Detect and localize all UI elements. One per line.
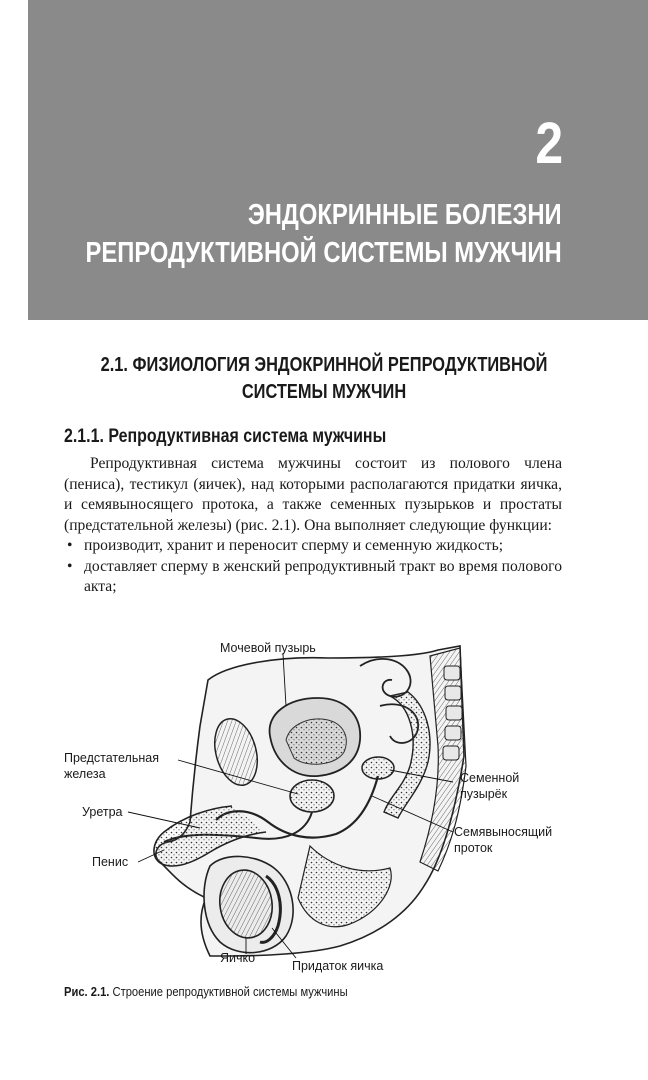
label-seminal-vesicle-line1: Семенной: [460, 771, 520, 785]
label-vas-deferens-line2: проток: [454, 841, 493, 855]
chapter-title-line2: РЕПРОДУКТИВНОЙ СИСТЕМЫ МУЖЧИН: [85, 237, 562, 269]
chapter-title-line1: ЭНДОКРИННЫЕ БОЛЕЗНИ: [248, 199, 562, 231]
chapter-number: 2: [535, 111, 562, 176]
section-title-line2: СИСТЕМЫ МУЖЧИН: [241, 381, 407, 403]
label-prostate-line2: железа: [64, 767, 106, 781]
anatomy-figure: [60, 636, 580, 976]
seminal-vesicle: [362, 757, 394, 779]
chapter-banner: [28, 0, 648, 320]
label-testicle: Яичко: [220, 951, 256, 965]
caption-text: Строение репродуктивной системы мужчины: [109, 984, 348, 999]
chapter-title: [86, 196, 562, 272]
bullet-icon: •: [67, 557, 73, 575]
label-bladder: Мочевой пузырь: [220, 641, 316, 655]
subsection-title: 2.1.1. Репродуктивная система мужчины: [64, 426, 387, 447]
list-item-text: производит, хранит и переносит сперму и семенную жидкость;: [84, 537, 504, 554]
list-item: [64, 536, 562, 557]
section-title: [0, 352, 648, 406]
bullet-icon: •: [67, 537, 73, 554]
list-item-text: доставляет сперму в женский репродуктивный тракт во время полового акта;: [84, 557, 562, 595]
figure-caption: [64, 984, 348, 999]
anatomy-illustration: [60, 636, 580, 976]
paragraph: Репродуктивная система мужчины состоит из полового члена (пениса), тестикул (яичек), над которыми располагаются придатки яичка, и семявыносящего протока, а также семенных пузырьков и простаты (предстательной железы) (рис. 2.1). Она выполняет следующие функции:: [64, 455, 562, 534]
body-text: [64, 454, 562, 598]
list-item: [64, 557, 562, 598]
function-list: [64, 536, 562, 598]
section-title-line1: 2.1. ФИЗИОЛОГИЯ ЭНДОКРИННОЙ РЕПРОДУКТИВНОЙ: [100, 354, 548, 376]
caption-label: Рис. 2.1.: [64, 984, 110, 999]
label-seminal-vesicle-line2: пузырёк: [460, 787, 508, 801]
label-penis: Пенис: [92, 855, 129, 869]
label-prostate-line1: Предстательная: [64, 751, 159, 765]
label-urethra: Уретра: [82, 805, 123, 819]
prostate: [290, 780, 334, 812]
label-epididymis: Придаток яичка: [292, 959, 384, 973]
label-vas-deferens-line1: Семявыносящий: [454, 825, 553, 839]
